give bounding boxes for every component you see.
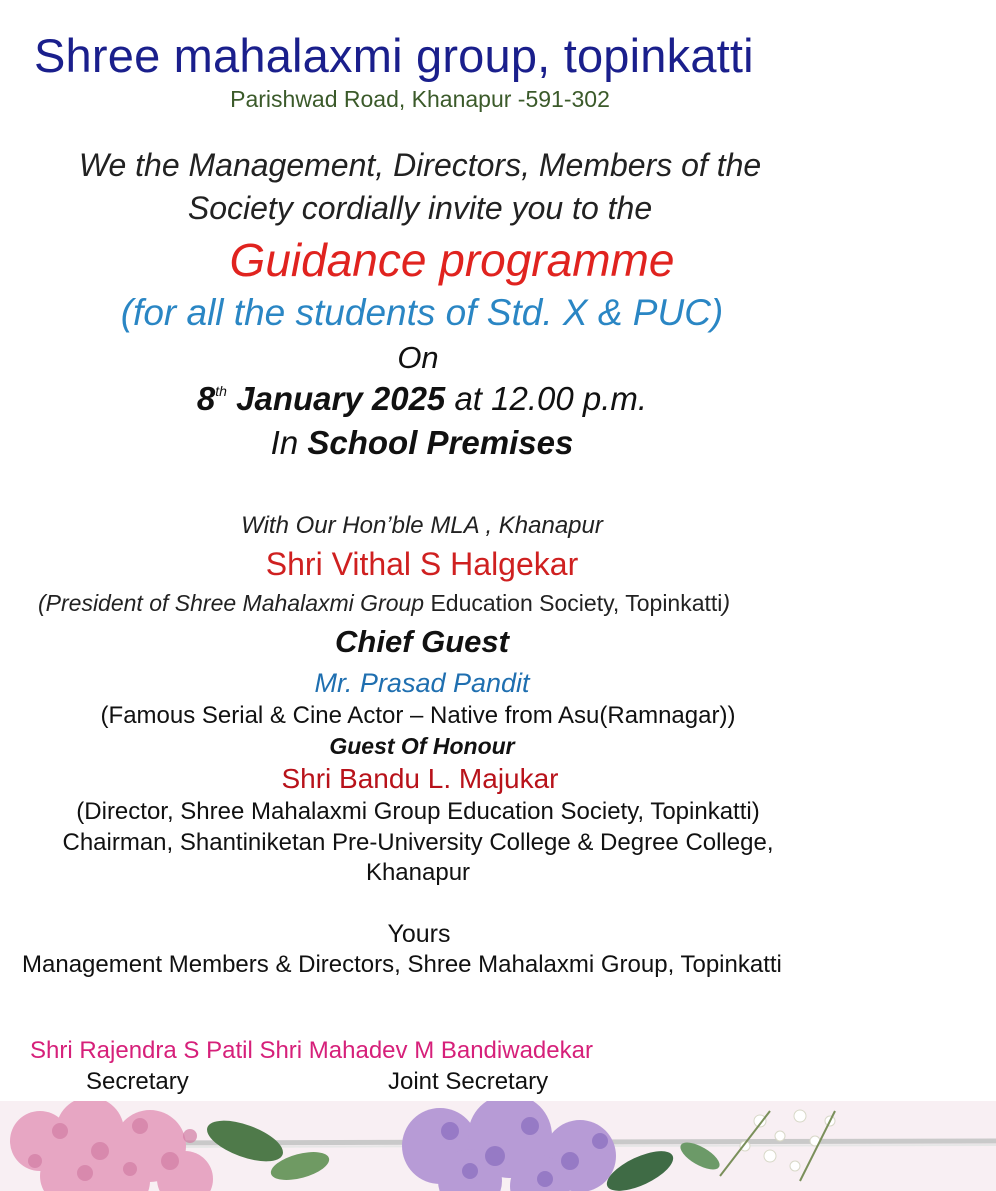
event-venue: [0, 424, 844, 462]
floral-decoration: [0, 1101, 996, 1191]
invitation-line-2: Society cordially invite you to the: [187, 190, 653, 226]
joint-secretary-title: Joint Secretary: [388, 1068, 549, 1095]
organization-name: Shree mahalaxmi group, topinkatti: [34, 29, 754, 82]
event-time: at 12.00 p.m.: [445, 380, 648, 417]
chief-guest-heading: Chief Guest: [335, 624, 509, 659]
date-month-year: January 2025: [226, 380, 446, 417]
hydrangea-flowers-icon: [0, 1101, 996, 1191]
guest-of-honour-desc-3: Khanapur: [365, 859, 471, 886]
presence-line: With Our Hon’ble MLA , Khanapur: [241, 512, 603, 539]
date-suffix: th: [215, 383, 227, 399]
guest-of-honour-desc-2: Chairman, Shantiniketan Pre-University College & Degree College,: [62, 829, 774, 856]
chief-guest-name: Mr. Prasad Pandit: [314, 668, 530, 698]
president-rest: Education Society, Topinkatti: [424, 590, 723, 616]
programme-title: Guidance programme: [229, 234, 675, 286]
guest-of-honour-heading: Guest Of Honour: [329, 733, 515, 759]
mla-name: Shri Vithal S Halgekar: [265, 546, 579, 582]
programme-subtitle: (for all the students of Std. X & PUC): [120, 292, 724, 333]
yours-label: Yours: [387, 920, 451, 948]
guest-of-honour-desc-1: (Director, Shree Mahalaxmi Group Education Society, Topinkatti): [76, 798, 760, 825]
guest-of-honour-name: Shri Bandu L. Majukar: [281, 763, 559, 794]
on-label: On: [397, 340, 439, 375]
chief-guest-description: (Famous Serial & Cine Actor – Native from Asu(Ramnagar)): [100, 702, 736, 729]
president-line: [38, 590, 730, 617]
invitation-line-1: We the Management, Directors, Members of the: [78, 147, 762, 183]
date-day: 8: [196, 380, 216, 417]
signoff-line: Management Members & Directors, Shree Mahalaxmi Group, Topinkatti: [22, 951, 782, 978]
event-date-time: [0, 380, 844, 418]
secretary-title: Secretary: [86, 1068, 189, 1095]
president-prefix: (President of Shree Mahalaxmi Group: [38, 590, 425, 616]
venue-name: School Premises: [307, 424, 574, 461]
venue-prefix: In: [270, 424, 308, 461]
organization-address: Parishwad Road, Khanapur -591-302: [230, 86, 610, 112]
president-close: ): [722, 590, 731, 616]
signatory-names: Shri Rajendra S Patil Shri Mahadev M Bandiwadekar: [30, 1037, 593, 1064]
